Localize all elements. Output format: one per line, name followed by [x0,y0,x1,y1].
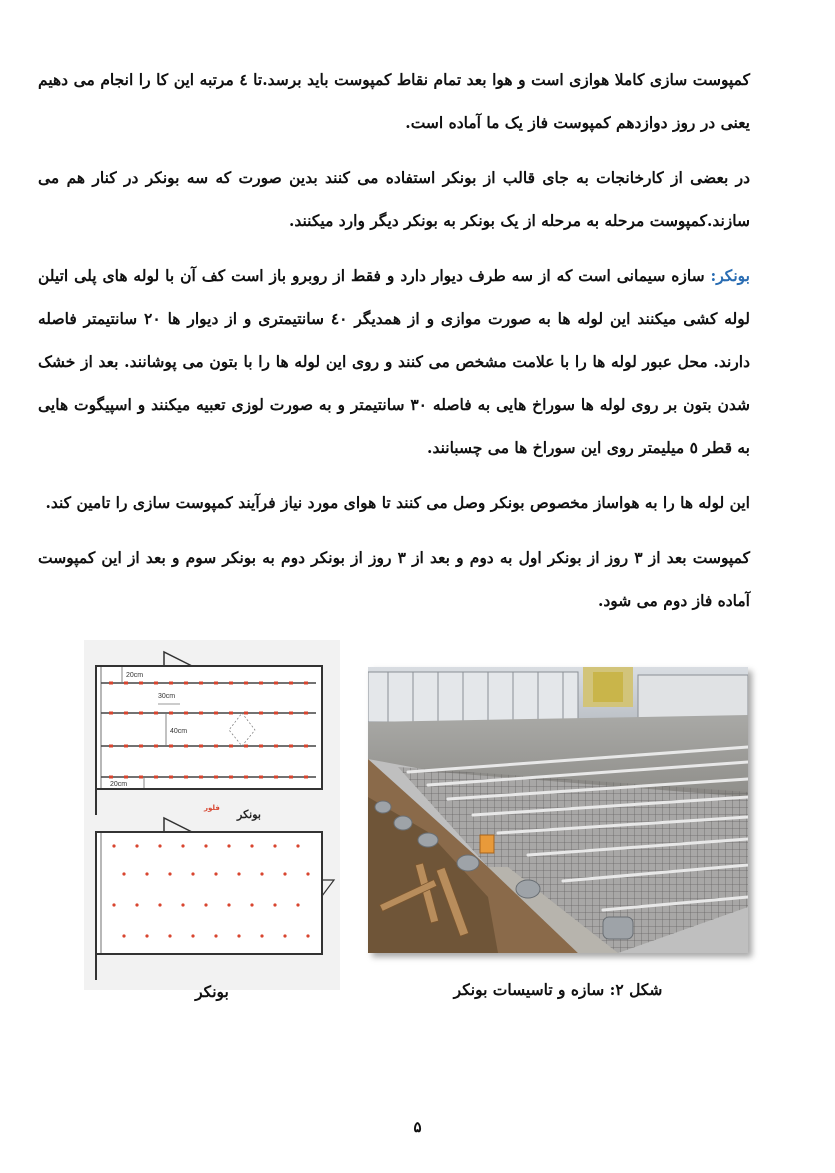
floor-hole [296,844,299,847]
label-bunker: بونکر [237,808,261,821]
floor-hole [214,872,217,875]
pipe-hole [259,776,263,779]
floor-hole [145,872,148,875]
pipe-hole [169,776,173,779]
floor-hole [181,903,184,906]
floor-hole [283,872,286,875]
pipe-hole [109,682,113,685]
floor-hole [273,903,276,906]
floor-hole [306,872,309,875]
floor-hole [158,903,161,906]
pipe-hole [274,745,278,748]
floor-hole [122,934,125,937]
pipe-hole [214,745,218,748]
floor-hole [260,934,263,937]
pipe-hole [199,712,203,715]
pipe-hole [274,682,278,685]
floor-hole [250,903,253,906]
pipe-hole [124,745,128,748]
pipe-hole [289,682,293,685]
floor-hole [145,934,148,937]
paragraph-3: بونکر: سازه سیمانی است که از سه طرف دیوار دارد و فقط از روبرو باز است کف آن با لوله های پلی اتیلن لوله کشی میکنند این لوله ها به صورت موازی و از همدیگر ٤٠ سانتیمتری و از دیوار ها ٢٠ سانتیمتر فاصله دارند. محل عبور لوله ها را با علامت مشخص می کنند و روی این لوله ها را با بتون می پوشانند. بعد از خشک شدن بتون بر روی لوله ها سوراخ هایی به فاصله ٣٠ سانتیمتر و به صورت لوزی تعبیه میکنند و اسپیگوت هایی به قطر ٥ میلیمتر روی این سوراخ ها می چسبانند. [38,266,750,457]
pipe-hole [289,712,293,715]
bunker-diagram-svg [84,640,340,990]
body-text [38,58,750,634]
pipe-hole [229,712,233,715]
pipe-hole [214,776,218,779]
label-floor: فلور [204,804,220,812]
bunker-photo-svg [368,667,748,953]
pipe-hole [109,712,113,715]
floor-hole [135,844,138,847]
floor-hole [191,872,194,875]
floor-hole [250,844,253,847]
bunker-photo [368,667,748,953]
page-number: ۵ [413,1118,422,1136]
pipe-hole [199,776,203,779]
pipe-hole [109,745,113,748]
pipe-hole [214,712,218,715]
floor-hole [227,903,230,906]
pipe-hole [139,745,143,748]
pipe-hole [184,682,188,685]
pipe-hole [244,776,248,779]
pipe-hole [229,745,233,748]
floor-hole [204,903,207,906]
bunker-diagram [84,640,340,990]
floor-hole [227,844,230,847]
pipe-hole [244,745,248,748]
floor-hole [168,872,171,875]
pipe-hole [304,682,308,685]
pipe-hole [154,682,158,685]
pipe-hole [229,776,233,779]
floor-hole [191,934,194,937]
floor-hole [112,844,115,847]
term-bunker: بونکر: [710,266,750,285]
pipe-hole [259,745,263,748]
pipe-hole [154,776,158,779]
floor-hole [306,934,309,937]
paragraph-2: در بعضی از کارخانجات به جای قالب از بونکر استفاده می کنند بدین صورت که سه بونکر در کنار هم می سازند.کمپوست مرحله به مرحله از یک بونکر به بونکر دیگر وارد میکنند. [38,168,750,230]
label-wall-gap-top: 20cm [126,672,144,679]
pipe-hole [289,745,293,748]
pipe-hole [169,682,173,685]
pipe-hole [169,712,173,715]
pipe-hole [124,776,128,779]
pipe-hole [154,745,158,748]
floor-hole [112,903,115,906]
paragraph-5: کمپوست بعد از ٣ روز از بونکر اول به دوم و بعد از ٣ روز از بونکر دوم به بونکر سوم و بعد از این کمپوست آماده فاز دوم می شود. [38,548,751,610]
pipe-hole [259,682,263,685]
floor-hole [122,872,125,875]
pipe-hole [304,776,308,779]
pipe-hole [304,745,308,748]
label-hole-spacing: 30cm [158,693,176,700]
pipe-hole [229,682,233,685]
pipe-hole [304,712,308,715]
floor-hole [168,934,171,937]
pipe-hole [139,682,143,685]
pipe-hole [124,712,128,715]
paragraph-4: این لوله ها را به هواساز مخصوص بونکر وصل می کنند تا هوای مورد نیاز فرآیند کمپوست سازی را تامین کند. [45,493,750,512]
floor-hole [260,872,263,875]
floor-hole [181,844,184,847]
paragraph-1: کمپوست سازی کاملا هوازی است و هوا بعد تمام نقاط کمپوست باید برسد.تا ٤ مرتبه این کا را انجام می دهیم یعنی در روز دوازدهم کمپوست فاز یک ما آماده است. [38,70,750,132]
diagram-caption: بونکر [195,982,229,1001]
pipe-hole [139,776,143,779]
floor-hole [135,903,138,906]
pipe-hole [274,712,278,715]
pipe-hole [109,776,113,779]
pipe-hole [139,712,143,715]
pipe-hole [199,745,203,748]
label-pipe-spacing: 40cm [170,728,188,735]
pipe-hole [289,776,293,779]
pipe-hole [169,745,173,748]
pipe-hole [184,712,188,715]
pipe-hole [244,682,248,685]
pipe-hole [124,682,128,685]
floor-hole [283,934,286,937]
pipe-hole [154,712,158,715]
floor-hole [204,844,207,847]
floor-hole [273,844,276,847]
pipe-hole [244,712,248,715]
pipe-hole [199,682,203,685]
pipe-hole [274,776,278,779]
floor-hole [296,903,299,906]
floor-hole [214,934,217,937]
pipe-hole [259,712,263,715]
pipe-hole [184,776,188,779]
label-wall-gap-bottom: 20cm [110,781,128,788]
floor-hole [237,872,240,875]
floor-hole [237,934,240,937]
pipe-hole [184,745,188,748]
floor-hole [158,844,161,847]
figure-caption: شکل ۲: سازه و تاسیسات بونکر [453,980,663,999]
pipe-hole [214,682,218,685]
